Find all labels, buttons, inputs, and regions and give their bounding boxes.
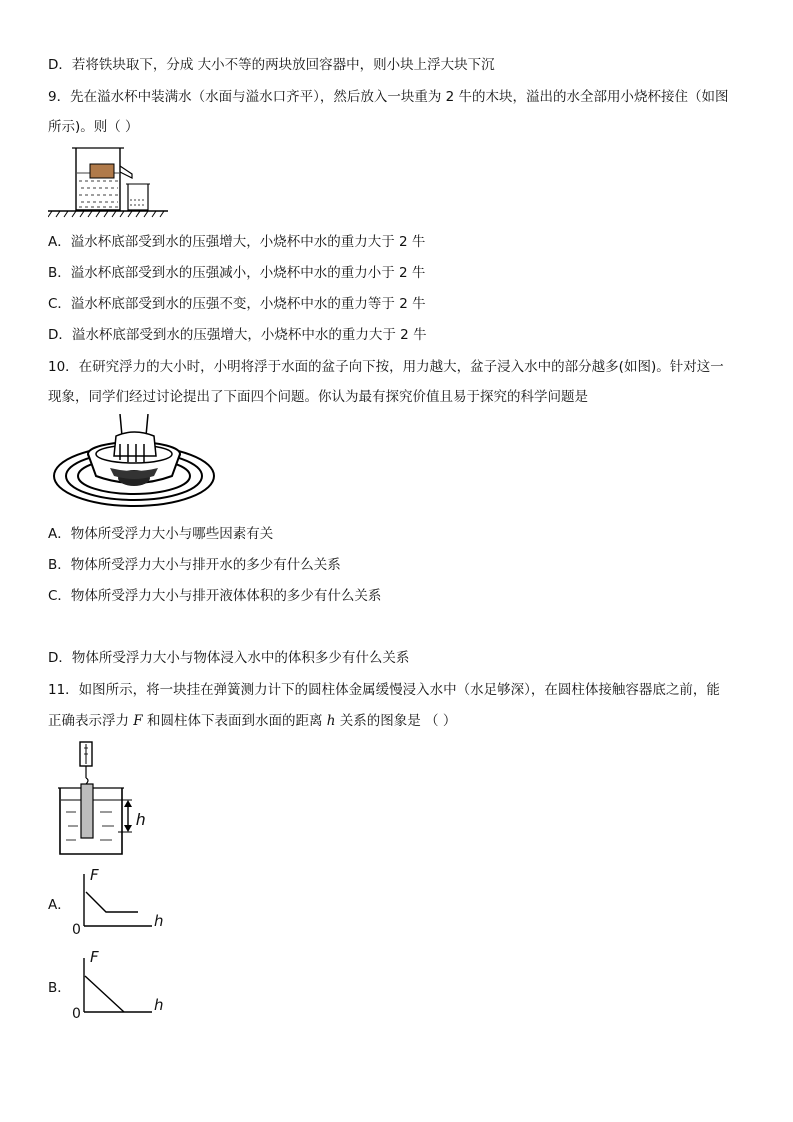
q9-option-c: C．溢水杯底部受到水的压强不变，小烧杯中水的重力等于 2 牛	[48, 296, 426, 312]
q11-option-b-label: B．	[48, 980, 71, 996]
q9-option-a: A．溢水杯底部受到水的压强增大，小烧杯中水的重力大于 2 牛	[48, 234, 426, 250]
q11-graph-a-origin: 0	[72, 922, 81, 938]
q11-var-f: F	[133, 713, 143, 729]
q11-stem-line2	[48, 712, 456, 730]
q11-graph-a-x-label: h	[154, 912, 164, 930]
q11-graph-b-origin: 0	[72, 1006, 81, 1022]
q10-option-b: B．物体所受浮力大小与排开水的多少有什么关系	[48, 557, 341, 573]
q11-var-h: h	[326, 713, 336, 729]
q11-spring-scale-figure	[56, 740, 166, 858]
q11-stem-part-c: 关系的图象是 （ ）	[335, 713, 457, 729]
q9-option-b: B．溢水杯底部受到水的压强减小，小烧杯中水的重力小于 2 牛	[48, 265, 426, 281]
q11-graph-b-curve	[85, 976, 124, 1012]
q8-option-d: D．若将铁块取下，分成 大小不等的两块放回容器中，则小块上浮大块下沉	[48, 57, 495, 73]
q11-graph-a-y-label: F	[90, 866, 99, 884]
q11-graph-b	[72, 946, 172, 1022]
q11-stem-line1: 11．如图所示，将一块挂在弹簧测力计下的圆柱体金属缓慢浸入水中（水足够深），在圆柱体接触容器底之前，能	[48, 682, 720, 698]
q11-graph-a	[72, 864, 172, 938]
q10-stem-line2: 现象，同学们经过讨论提出了下面四个问题。你认为最有探究价值且易于探究的科学问题是	[48, 389, 588, 405]
q9-overflow-cup-figure	[48, 144, 172, 224]
q10-option-d: D．物体所受浮力大小与物体浸入水中的体积多少有什么关系	[48, 650, 410, 666]
q11-stem-part-b: 和圆柱体下表面到水面的距离	[142, 713, 327, 729]
q11-option-a-label: A．	[48, 897, 71, 913]
q10-option-a: A．物体所受浮力大小与哪些因素有关	[48, 526, 274, 542]
q11-graph-b-y-label: F	[90, 948, 99, 966]
q11-stem-part-a: 正确表示浮力	[48, 713, 134, 729]
q11-graph-b-x-label: h	[154, 996, 164, 1014]
q10-stem-line1: 10．在研究浮力的大小时，小明将浮于水面的盆子向下按，用力越大，盆子浸入水中的部分越多(如图)。针对这一	[48, 359, 724, 375]
q9-option-d: D．溢水杯底部受到水的压强增大，小烧杯中水的重力大于 2 牛	[48, 327, 427, 343]
q11-fig-h-label: h	[136, 810, 146, 829]
q9-stem-line2: 所示)。则（ ）	[48, 119, 139, 135]
q9-stem-line1: 9．先在溢水杯中装满水（水面与溢水口齐平），然后放入一块重为 2 牛的木块，溢出的水全部用小烧杯接住（如图	[48, 89, 729, 105]
q10-basin-figure	[50, 414, 216, 514]
q10-option-c: C．物体所受浮力大小与排开液体体积的多少有什么关系	[48, 588, 382, 604]
q11-graph-a-curve	[86, 892, 138, 912]
